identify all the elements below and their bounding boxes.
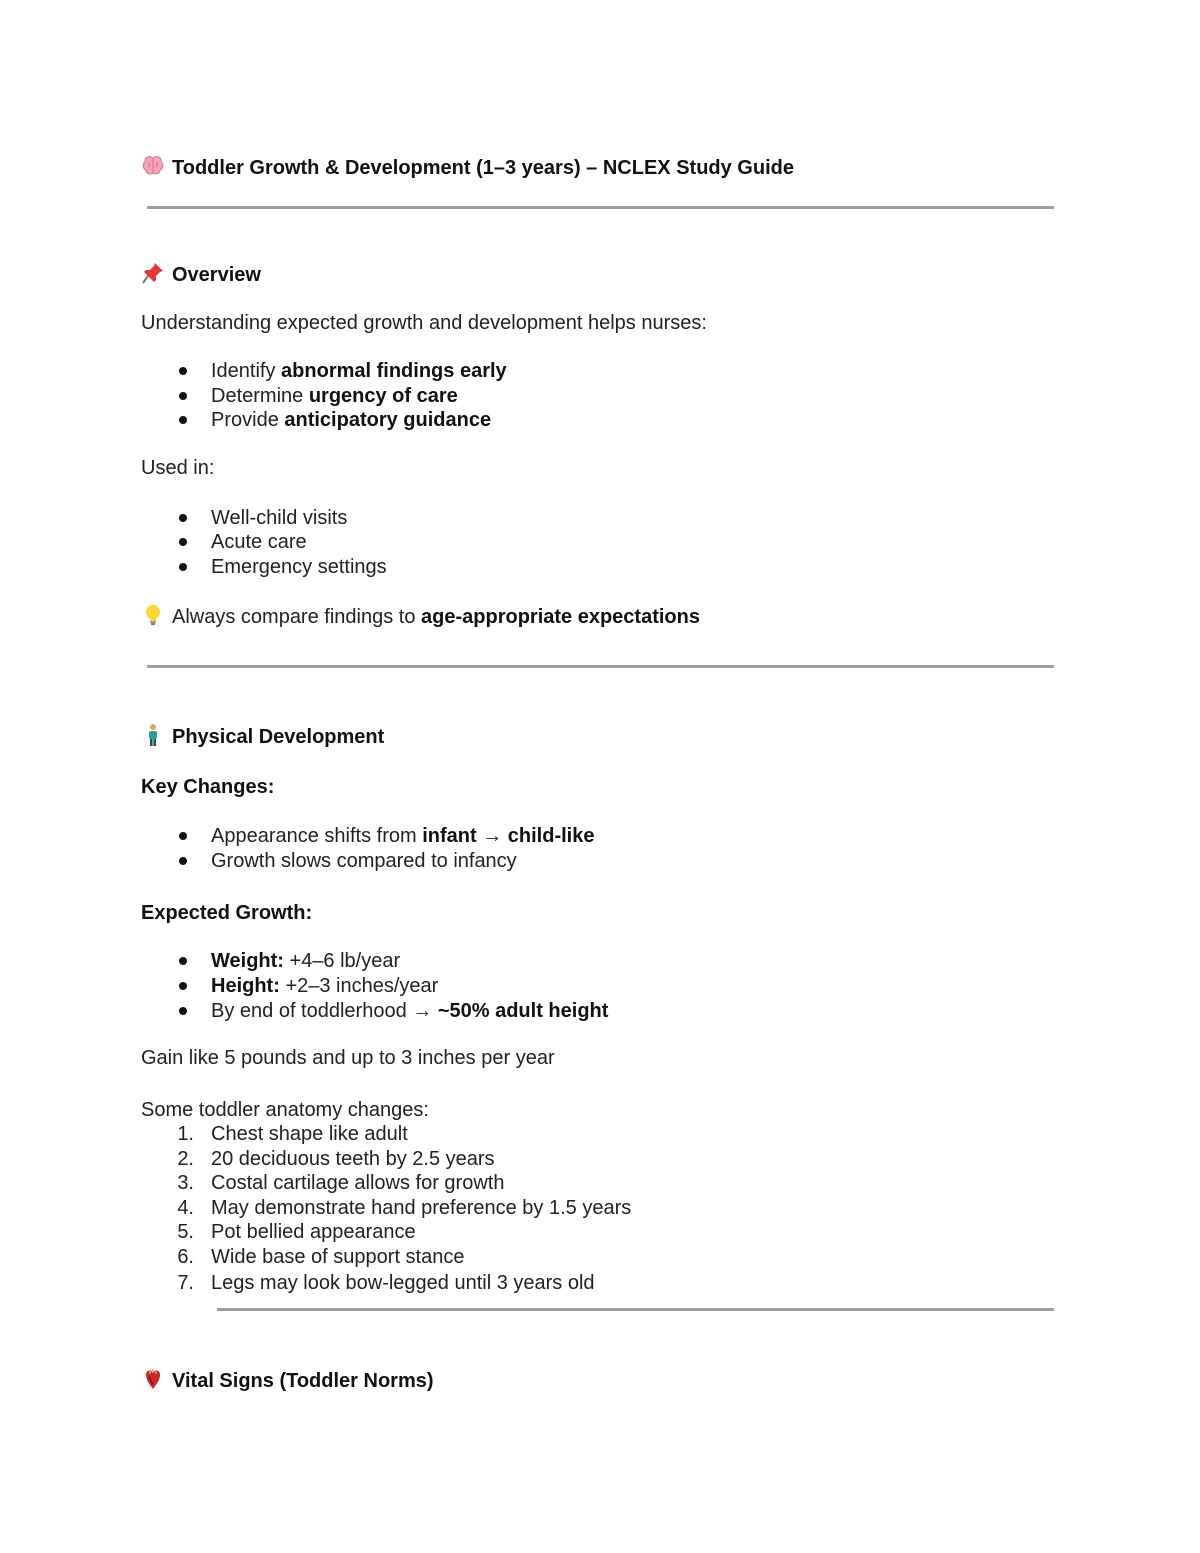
list-number: 6. — [177, 1246, 194, 1268]
anatomical-heart-icon — [141, 1367, 165, 1391]
overview-heading-text: Overview — [172, 264, 261, 286]
list-item: Weight: +4–6 lb/year — [211, 950, 401, 972]
divider — [217, 1308, 1054, 1311]
bullet — [179, 832, 187, 840]
list-item: Determine urgency of care — [211, 385, 458, 407]
vitals-heading — [141, 1367, 434, 1393]
divider — [147, 206, 1054, 209]
bullet — [179, 1007, 187, 1015]
bullet — [179, 982, 187, 990]
list-number: 3. — [177, 1172, 194, 1194]
list-number: 2. — [177, 1148, 194, 1170]
list-item: May demonstrate hand preference by 1.5 years — [211, 1197, 632, 1219]
used-in-label: Used in: — [141, 457, 215, 479]
person-icon — [141, 723, 165, 747]
list-item: Growth slows compared to infancy — [211, 850, 517, 872]
list-item: Appearance shifts from infant → child-like — [211, 825, 595, 847]
vitals-heading-text: Vital Signs (Toddler Norms) — [172, 1370, 434, 1392]
growth-note: Gain like 5 pounds and up to 3 inches per year — [141, 1047, 555, 1069]
list-item: Identify abnormal findings early — [211, 360, 507, 382]
list-item: Emergency settings — [211, 556, 387, 578]
list-number: 7. — [177, 1272, 194, 1294]
physical-heading — [141, 723, 384, 749]
bullet — [179, 514, 187, 522]
list-number: 5. — [177, 1221, 194, 1243]
bullet — [179, 563, 187, 571]
key-changes-label: Key Changes: — [141, 776, 275, 798]
expected-growth-label: Expected Growth: — [141, 902, 313, 924]
list-item: Provide anticipatory guidance — [211, 409, 492, 431]
list-item: By end of toddlerhood → ~50% adult height — [211, 1000, 609, 1022]
physical-heading-text: Physical Development — [172, 726, 385, 748]
overview-heading — [141, 261, 261, 287]
lightbulb-icon — [141, 603, 165, 627]
list-item: Acute care — [211, 531, 307, 553]
tip: Always compare findings to age-appropriate expectations — [141, 603, 700, 629]
divider — [147, 665, 1054, 668]
list-number: 4. — [177, 1197, 194, 1219]
bullet — [179, 367, 187, 375]
list-item: Pot bellied appearance — [211, 1221, 416, 1243]
overview-intro: Understanding expected growth and development helps nurses: — [141, 312, 707, 334]
page-title-text: Toddler Growth & Development (1–3 years) – NCLEX Study Guide — [172, 157, 794, 179]
list-item: Costal cartilage allows for growth — [211, 1172, 505, 1194]
list-item: 20 deciduous teeth by 2.5 years — [211, 1148, 495, 1170]
list-item: Wide base of support stance — [211, 1246, 465, 1268]
bullet — [179, 392, 187, 400]
bullet — [179, 416, 187, 424]
bullet — [179, 957, 187, 965]
list-item: Legs may look bow-legged until 3 years old — [211, 1272, 595, 1294]
list-item: Well-child visits — [211, 507, 348, 529]
list-item: Chest shape like adult — [211, 1123, 408, 1145]
brain-icon — [141, 154, 165, 178]
list-number: 1. — [177, 1123, 194, 1145]
list-item: Height: +2–3 inches/year — [211, 975, 439, 997]
pushpin-icon — [141, 261, 165, 285]
bullet — [179, 857, 187, 865]
page-title — [141, 154, 794, 180]
anatomy-label: Some toddler anatomy changes: — [141, 1099, 429, 1121]
bullet — [179, 538, 187, 546]
